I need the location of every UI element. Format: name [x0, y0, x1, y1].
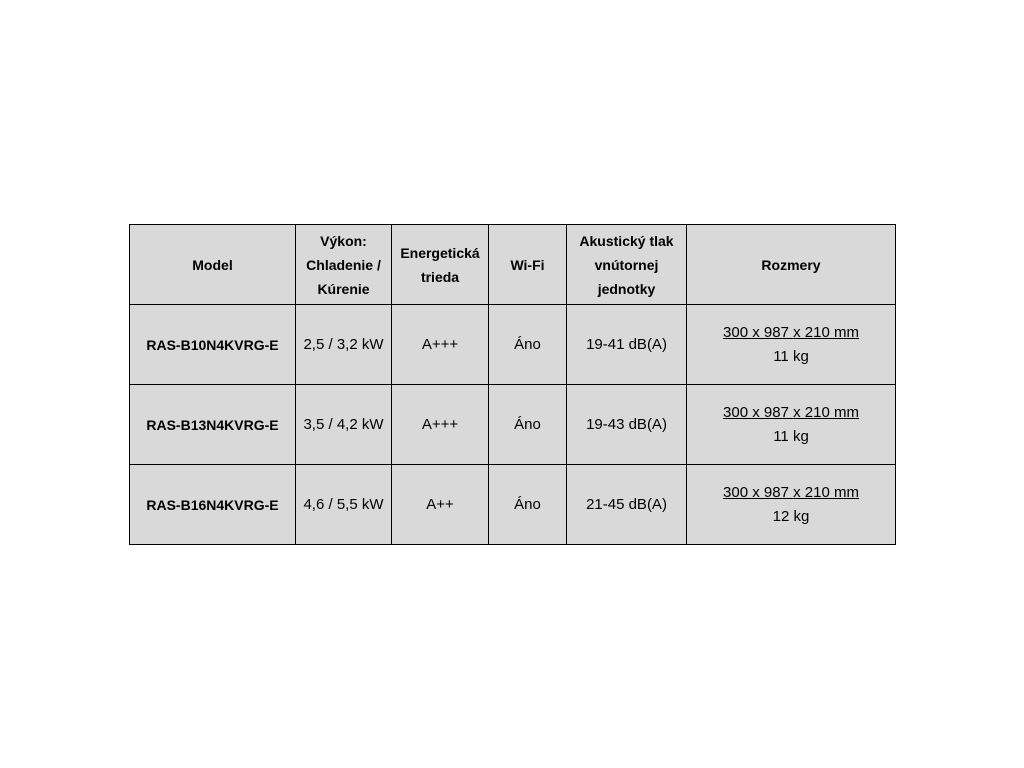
header-row [130, 225, 896, 305]
cell-model: RAS-B13N4KVRG-E [130, 385, 296, 465]
cell-vykon: 3,5 / 4,2 kW [296, 385, 392, 465]
cell-trieda: A+++ [392, 385, 489, 465]
table-row [130, 465, 896, 545]
dimensions-text: 300 x 987 x 210 mm [723, 483, 859, 501]
spec-table [129, 224, 896, 545]
header-wifi: Wi-Fi [489, 225, 567, 305]
cell-model: RAS-B10N4KVRG-E [130, 305, 296, 385]
cell-rozmery [687, 385, 896, 465]
weight-text: 12 kg [772, 507, 810, 525]
cell-rozmery [687, 305, 896, 385]
cell-wifi: Áno [489, 465, 567, 545]
cell-rozmery [687, 465, 896, 545]
weight-text: 11 kg [773, 427, 809, 445]
cell-trieda: A+++ [392, 305, 489, 385]
header-vykon: Výkon: Chladenie / Kúrenie [296, 225, 392, 305]
cell-vykon: 4,6 / 5,5 kW [296, 465, 392, 545]
table-body [130, 305, 896, 545]
table-header [130, 225, 896, 305]
cell-wifi: Áno [489, 305, 567, 385]
dimensions-text: 300 x 987 x 210 mm [723, 403, 859, 421]
cell-akusticky: 19-43 dB(A) [567, 385, 687, 465]
cell-vykon: 2,5 / 3,2 kW [296, 305, 392, 385]
table-row [130, 305, 896, 385]
cell-model: RAS-B16N4KVRG-E [130, 465, 296, 545]
header-model: Model [130, 225, 296, 305]
cell-akusticky: 21-45 dB(A) [567, 465, 687, 545]
weight-text: 11 kg [773, 347, 809, 365]
table-row [130, 385, 896, 465]
header-akusticky-tlak: Akustický tlak vnútornej jednotky [567, 225, 687, 305]
cell-wifi: Áno [489, 385, 567, 465]
header-energeticka-trieda: Energetická trieda [392, 225, 489, 305]
cell-akusticky: 19-41 dB(A) [567, 305, 687, 385]
dimensions-text: 300 x 987 x 210 mm [723, 323, 859, 341]
header-rozmery: Rozmery [687, 225, 896, 305]
cell-trieda: A++ [392, 465, 489, 545]
